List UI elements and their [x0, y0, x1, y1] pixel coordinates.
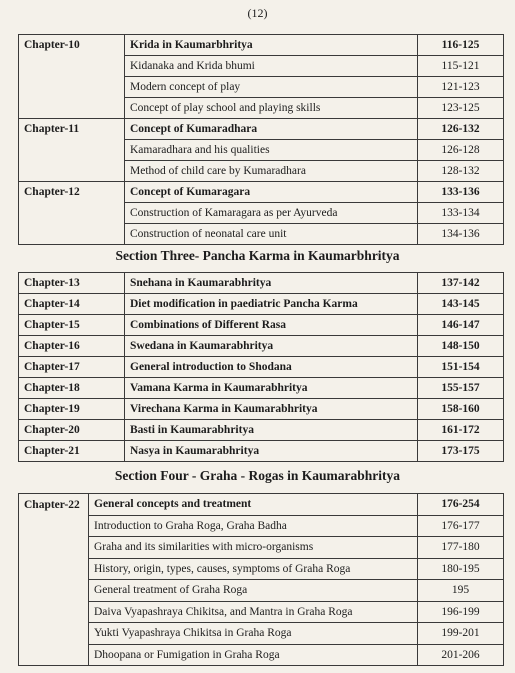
topic-title: Kidanaka and Krida bhumi: [125, 56, 418, 77]
topic-pages: 128-132: [418, 161, 504, 182]
chapter-number: Chapter-18: [19, 378, 125, 399]
chapter-number-blank: [19, 537, 89, 559]
toc-table-section-three: [18, 272, 504, 462]
chapter-title: Concept of Kumaradhara: [125, 119, 418, 140]
page-number: (12): [247, 6, 268, 20]
topic-pages: 201-206: [418, 644, 504, 666]
chapter-row: [19, 336, 504, 357]
chapter-title: Basti in Kaumarabhritya: [125, 420, 418, 441]
chapter-number: Chapter-10: [19, 35, 125, 56]
chapter-row: [19, 399, 504, 420]
topic-title: Modern concept of play: [125, 77, 418, 98]
topic-row: [19, 77, 504, 98]
chapter-number-blank: [19, 558, 89, 580]
chapter-pages: 146-147: [418, 315, 504, 336]
chapter-title: Krida in Kaumarbhritya: [125, 35, 418, 56]
chapter-row: [19, 273, 504, 294]
topic-pages: 133-134: [418, 203, 504, 224]
topic-row: [19, 558, 504, 580]
chapter-pages: 173-175: [418, 441, 504, 462]
topic-pages: 180-195: [418, 558, 504, 580]
chapter-number-blank: [19, 140, 125, 161]
topic-pages: 177-180: [418, 537, 504, 559]
chapter-row: [19, 182, 504, 203]
chapter-title: Virechana Karma in Kaumarabhritya: [125, 399, 418, 420]
topic-pages: 134-136: [418, 224, 504, 245]
topic-title: Yukti Vyapashraya Chikitsa in Graha Roga: [89, 623, 418, 645]
topic-title: Introduction to Graha Roga, Graha Badha: [89, 515, 418, 537]
chapter-title: Combinations of Different Rasa: [125, 315, 418, 336]
chapter-number: Chapter-19: [19, 399, 125, 420]
chapter-number-blank: [19, 161, 125, 182]
chapter-number: Chapter-22: [19, 494, 89, 516]
chapter-row: [19, 119, 504, 140]
topic-title: Daiva Vyapashraya Chikitsa, and Mantra in Graha Roga: [89, 601, 418, 623]
topic-title: Kamaradhara and his qualities: [125, 140, 418, 161]
chapter-pages: 158-160: [418, 399, 504, 420]
chapter-title: Nasya in Kaumarabhritya: [125, 441, 418, 462]
chapter-number-blank: [19, 515, 89, 537]
topic-pages: 195: [418, 580, 504, 602]
topic-title: Graha and its similarities with micro-organisms: [89, 537, 418, 559]
topic-pages: 121-123: [418, 77, 504, 98]
chapter-pages: 161-172: [418, 420, 504, 441]
chapter-pages: 137-142: [418, 273, 504, 294]
chapter-number-blank: [19, 56, 125, 77]
chapter-row: [19, 441, 504, 462]
chapter-number: Chapter-11: [19, 119, 125, 140]
chapter-number: Chapter-12: [19, 182, 125, 203]
toc-table-section-four: [18, 493, 504, 666]
chapter-row: [19, 35, 504, 56]
topic-title: Construction of neonatal care unit: [125, 224, 418, 245]
chapter-title: Swedana in Kaumarabhritya: [125, 336, 418, 357]
topic-pages: 196-199: [418, 601, 504, 623]
topic-pages: 123-125: [418, 98, 504, 119]
topic-title: Dhoopana or Fumigation in Graha Roga: [89, 644, 418, 666]
topic-row: [19, 515, 504, 537]
section-heading: Section Four - Graha - Rogas in Kaumarabhritya: [114, 468, 401, 483]
chapter-title: Snehana in Kaumarabhritya: [125, 273, 418, 294]
chapter-pages: 151-154: [418, 357, 504, 378]
chapter-number-blank: [19, 580, 89, 602]
toc-table-section-two: [18, 34, 504, 245]
chapter-title: Diet modification in paediatric Pancha Karma: [125, 294, 418, 315]
chapter-number: Chapter-17: [19, 357, 125, 378]
chapter-title: General concepts and treatment: [89, 494, 418, 516]
chapter-number-blank: [19, 224, 125, 245]
chapter-number: Chapter-16: [19, 336, 125, 357]
topic-title: Method of child care by Kumaradhara: [125, 161, 418, 182]
chapter-number-blank: [19, 623, 89, 645]
topic-row: [19, 580, 504, 602]
topic-row: [19, 644, 504, 666]
topic-title: History, origin, types, causes, symptoms of Graha Roga: [89, 558, 418, 580]
chapter-number-blank: [19, 644, 89, 666]
topic-row: [19, 161, 504, 182]
chapter-row: [19, 315, 504, 336]
section-heading: Section Three- Pancha Karma in Kaumarbhritya: [115, 248, 400, 263]
topic-row: [19, 224, 504, 245]
chapter-pages: 155-157: [418, 378, 504, 399]
chapter-pages: 116-125: [418, 35, 504, 56]
chapter-title: Concept of Kumaragara: [125, 182, 418, 203]
chapter-number: Chapter-13: [19, 273, 125, 294]
chapter-number: Chapter-21: [19, 441, 125, 462]
topic-row: [19, 56, 504, 77]
chapter-number: Chapter-14: [19, 294, 125, 315]
topic-row: [19, 98, 504, 119]
chapter-pages: 143-145: [418, 294, 504, 315]
topic-row: [19, 601, 504, 623]
topic-pages: 199-201: [418, 623, 504, 645]
chapter-row: [19, 494, 504, 516]
topic-pages: 176-177: [418, 515, 504, 537]
topic-row: [19, 203, 504, 224]
topic-pages: 126-128: [418, 140, 504, 161]
chapter-number-blank: [19, 77, 125, 98]
chapter-row: [19, 420, 504, 441]
topic-title: General treatment of Graha Roga: [89, 580, 418, 602]
topic-row: [19, 537, 504, 559]
chapter-number: Chapter-15: [19, 315, 125, 336]
chapter-number: Chapter-20: [19, 420, 125, 441]
topic-pages: 115-121: [418, 56, 504, 77]
topic-row: [19, 623, 504, 645]
topic-row: [19, 140, 504, 161]
topic-title: Construction of Kamaragara as per Ayurveda: [125, 203, 418, 224]
chapter-pages: 176-254: [418, 494, 504, 516]
chapter-pages: 148-150: [418, 336, 504, 357]
chapter-pages: 133-136: [418, 182, 504, 203]
chapter-title: General introduction to Shodana: [125, 357, 418, 378]
chapter-number-blank: [19, 601, 89, 623]
chapter-row: [19, 378, 504, 399]
chapter-row: [19, 294, 504, 315]
topic-title: Concept of play school and playing skills: [125, 98, 418, 119]
chapter-number-blank: [19, 203, 125, 224]
chapter-title: Vamana Karma in Kaumarabhritya: [125, 378, 418, 399]
chapter-row: [19, 357, 504, 378]
chapter-number-blank: [19, 98, 125, 119]
chapter-pages: 126-132: [418, 119, 504, 140]
